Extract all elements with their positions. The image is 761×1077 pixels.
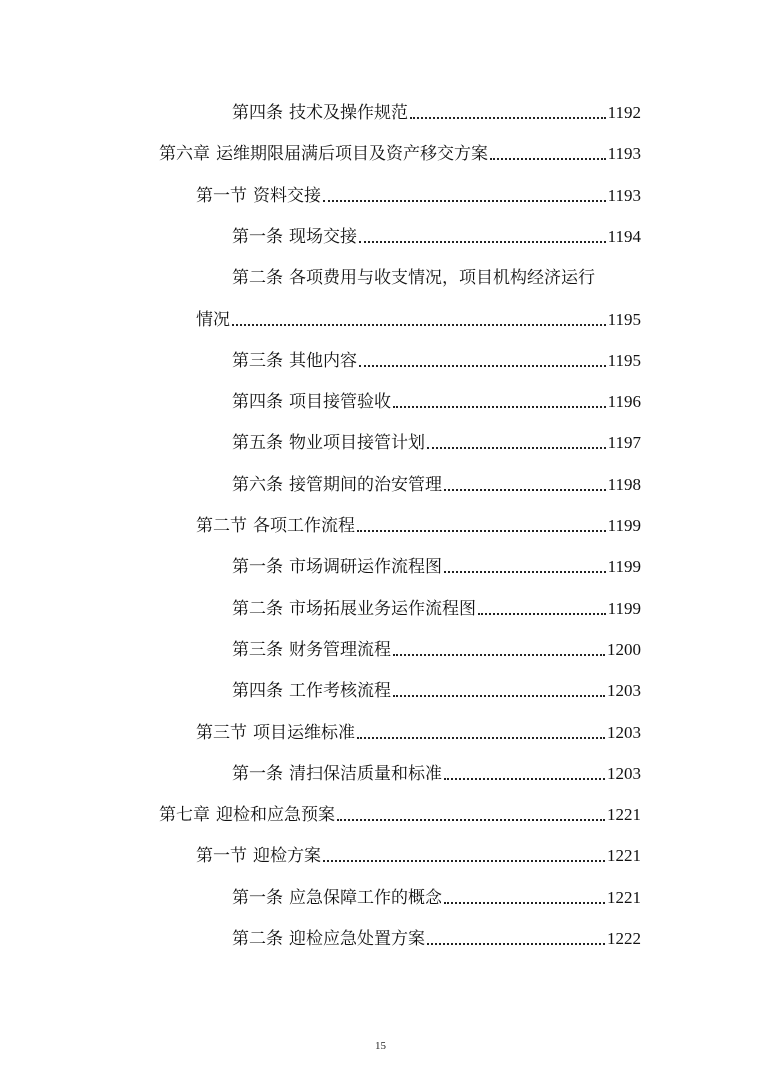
dot-leader	[357, 530, 606, 532]
dot-leader	[359, 241, 606, 243]
toc-entry-number: 第三条	[232, 639, 283, 660]
toc-entry-title: 清扫保洁质量和标准	[289, 763, 442, 784]
toc-article[interactable]	[232, 466, 641, 496]
dot-leader	[444, 571, 606, 573]
toc-page-number: 1196	[607, 392, 641, 412]
dot-leader	[444, 489, 606, 491]
toc-section[interactable]	[196, 177, 641, 207]
dot-leader	[490, 158, 606, 160]
toc-entry-title: 各项费用与收支情况，项目机构经济运行	[289, 268, 595, 289]
toc-entry-title: 技术及操作规范	[289, 103, 408, 123]
toc-entry-label	[196, 185, 321, 207]
toc-entry-label	[232, 556, 442, 578]
toc-page-number: 1221	[607, 846, 641, 866]
toc-article[interactable]	[232, 920, 641, 950]
toc-entry-number: 第六章	[159, 144, 210, 165]
toc-entry-title: 市场调研运作流程图	[289, 557, 442, 578]
toc-entry-label	[196, 515, 355, 537]
toc-page-number: 1199	[607, 598, 641, 618]
toc-page-number: 1200	[607, 639, 641, 659]
toc-entry-title: 财务管理流程	[289, 639, 391, 660]
toc-entry-title: 市场拓展业务运作流程图	[289, 598, 476, 619]
page-number: 15	[375, 1040, 386, 1052]
toc-entry-title: 现场交接	[289, 226, 357, 247]
toc-entry-title: 迎检应急处置方案	[289, 929, 425, 949]
toc-entry-label	[232, 680, 391, 702]
toc-entry-number: 第一条	[232, 226, 283, 247]
toc-entry-number: 第二节	[196, 516, 247, 536]
toc-entry-label	[232, 763, 442, 785]
dot-leader	[410, 117, 606, 119]
toc-entry-title: 迎检方案	[253, 846, 321, 867]
toc-article[interactable]	[232, 755, 641, 785]
toc-entry-number: 第四条	[232, 681, 283, 702]
dot-leader	[393, 406, 606, 408]
toc-entry-line[interactable]	[232, 259, 641, 289]
dot-leader	[478, 613, 606, 615]
toc-entry-label	[196, 722, 355, 744]
toc-entry-label	[232, 226, 357, 248]
toc-entry-label	[232, 391, 391, 413]
toc-entry-label	[232, 432, 425, 454]
toc-entry-title: 迎检和应急预案	[216, 805, 335, 826]
toc-page-number: 1194	[607, 226, 641, 246]
toc-entry-label	[232, 887, 442, 909]
dot-leader	[393, 654, 605, 656]
toc-entry-title: 各项工作流程	[253, 516, 355, 536]
toc-article[interactable]	[232, 590, 641, 620]
toc-entry-title: 项目接管验收	[289, 392, 391, 413]
toc-entry-number: 第一节	[196, 846, 247, 867]
toc-page-number: 1199	[607, 557, 641, 577]
toc-page-number: 1197	[607, 433, 641, 453]
toc-article[interactable]	[232, 879, 641, 909]
toc-entry-title: 项目运维标准	[253, 722, 355, 743]
toc-entry-label	[232, 928, 425, 950]
toc-entry-label	[159, 804, 335, 826]
toc-page-number: 1193	[607, 185, 641, 205]
dot-leader	[393, 695, 605, 697]
toc-page-number: 1203	[607, 681, 641, 701]
toc-entry-title: 工作考核流程	[289, 681, 391, 702]
toc-entry-title: 接管期间的治安管理	[289, 474, 442, 495]
toc-entry-label	[232, 102, 408, 124]
toc-article[interactable]	[232, 218, 641, 248]
toc-page-number: 1193	[607, 144, 641, 164]
toc-article[interactable]	[232, 342, 641, 372]
toc-entry-title: 资料交接	[253, 185, 321, 206]
toc-section[interactable]	[196, 837, 641, 867]
toc-page-number: 1222	[607, 929, 641, 948]
toc-entry-title: 应急保障工作的概念	[289, 887, 442, 908]
toc-entry-label	[232, 474, 442, 496]
toc-entry-number: 第四条	[232, 103, 283, 123]
toc-entry-label	[232, 267, 595, 289]
toc-section[interactable]	[196, 714, 641, 744]
dot-leader	[337, 819, 605, 821]
dot-leader	[444, 778, 605, 780]
toc-entry-number: 第六条	[232, 474, 283, 495]
toc-page-number: 1195	[607, 350, 641, 370]
toc-page-number: 1192	[607, 103, 641, 122]
toc-entry-number: 第一条	[232, 887, 283, 908]
toc-page-number: 1203	[607, 722, 641, 742]
dot-leader	[427, 447, 606, 449]
toc-page-number: 1221	[607, 887, 641, 907]
toc-article[interactable]	[232, 548, 641, 578]
toc-entry-number: 第一节	[196, 185, 247, 206]
toc-entry-number: 第二条	[232, 268, 283, 289]
toc-entry-label	[232, 598, 476, 620]
toc-entry-label	[232, 639, 391, 661]
toc-article[interactable]	[232, 631, 641, 661]
toc-page-number: 1199	[607, 516, 641, 535]
toc-entry-number: 第四条	[232, 392, 283, 413]
toc-entry-continuation[interactable]	[196, 301, 641, 331]
toc-entry-number: 第二条	[232, 598, 283, 619]
toc-page-number: 1221	[607, 805, 641, 825]
toc-entry-title: 其他内容	[289, 350, 357, 371]
toc-entry-number: 第五条	[232, 433, 283, 454]
dot-leader	[427, 943, 605, 945]
toc-page-number: 1203	[607, 763, 641, 783]
dot-leader	[359, 365, 606, 367]
toc-entry-number: 第七章	[159, 805, 210, 826]
toc-entry-label	[159, 143, 488, 165]
toc-chapter[interactable]	[159, 135, 641, 165]
toc-entry-number: 第一条	[232, 763, 283, 784]
toc-page-number: 1198	[607, 474, 641, 494]
toc-page-number: 1195	[607, 309, 641, 329]
toc-entry-number: 第二条	[232, 929, 283, 949]
toc-entry-label	[232, 350, 357, 372]
dot-leader	[357, 737, 605, 739]
toc-entry-title: 物业项目接管计划	[289, 433, 425, 454]
toc-entry-number: 第三条	[232, 350, 283, 371]
toc-article[interactable]	[232, 94, 641, 124]
dot-leader	[323, 200, 606, 202]
toc-entry-number: 第三节	[196, 722, 247, 743]
toc-article[interactable]	[232, 424, 641, 454]
toc-entry-title-continuation: 情况	[196, 309, 230, 330]
toc-article[interactable]	[232, 383, 641, 413]
toc-entry-number: 第一条	[232, 557, 283, 578]
dot-leader	[323, 860, 605, 862]
toc-article[interactable]	[232, 672, 641, 702]
toc-entry-title: 运维期限届满后项目及资产移交方案	[216, 144, 488, 165]
dot-leader	[232, 324, 606, 326]
toc-chapter[interactable]	[159, 796, 641, 826]
dot-leader	[444, 902, 605, 904]
toc-entry-label	[196, 845, 321, 867]
toc-section[interactable]	[196, 507, 641, 537]
